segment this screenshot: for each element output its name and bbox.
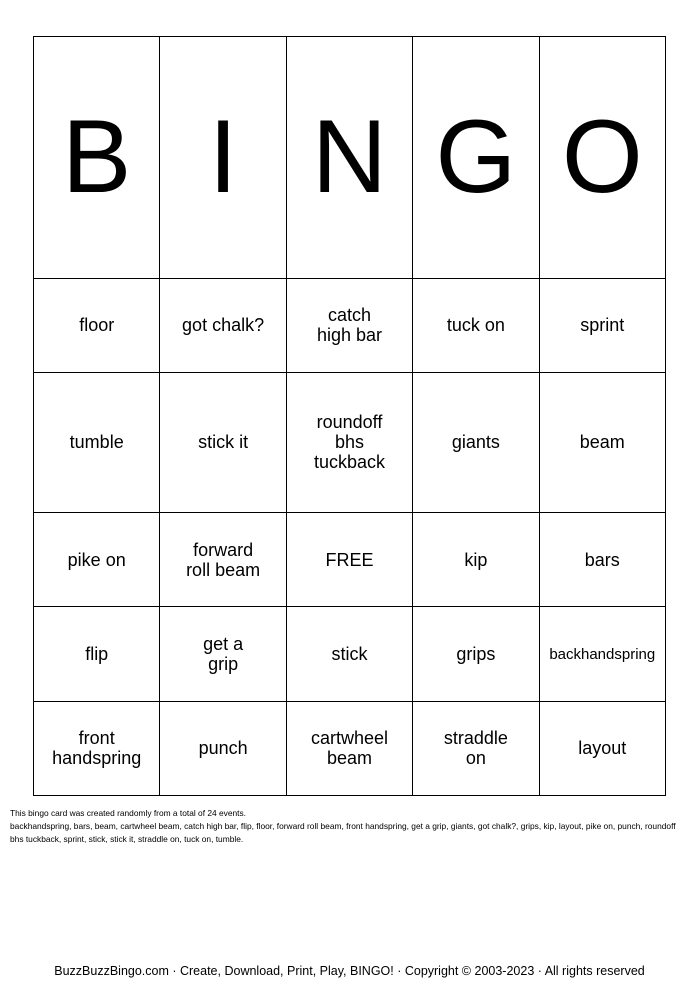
cell-label: catch high bar [316, 305, 382, 346]
bingo-cell [413, 278, 539, 372]
cell-label: got chalk? [182, 315, 265, 336]
cell-label: tumble [69, 432, 124, 453]
bingo-cell [413, 607, 539, 701]
cell-label: front handspring [52, 728, 142, 769]
bingo-cell [160, 607, 286, 701]
bingo-row-3 [34, 513, 666, 607]
bingo-cell [413, 701, 539, 795]
cell-label: beam [579, 432, 625, 453]
bingo-cell [34, 372, 160, 512]
bingo-cell [413, 513, 539, 607]
bingo-cell [34, 278, 160, 372]
cell-label: stick [331, 644, 368, 665]
header-letter-i: I [160, 37, 286, 279]
cell-label: kip [464, 549, 488, 570]
page-footer: BuzzBuzzBingo.com · Create, Download, Print, Play, BINGO! · Copyright © 2003-2023 · All rights reserved [54, 964, 645, 978]
bingo-cell [539, 372, 665, 512]
bingo-cell [34, 513, 160, 607]
bingo-cell [286, 278, 412, 372]
header-letter-n: N [286, 37, 412, 279]
bingo-cell [539, 278, 665, 372]
bingo-card [33, 36, 666, 796]
cell-label: bars [584, 549, 620, 570]
cell-label: stick it [198, 432, 249, 453]
bingo-cell [160, 372, 286, 512]
bingo-cell [286, 372, 412, 512]
bingo-cell [286, 607, 412, 701]
bingo-cell [539, 607, 665, 701]
bingo-row-5 [34, 701, 666, 795]
cell-label: layout [578, 738, 627, 759]
bingo-row-4 [34, 607, 666, 701]
cell-label: flip [85, 644, 109, 665]
card-summary: This bingo card was created randomly from a total of 24 events. [10, 808, 247, 818]
cell-label: giants [451, 432, 500, 453]
cell-label: backhandspring [549, 646, 656, 664]
cell-label: get a grip [203, 634, 244, 675]
event-list: backhandspring, bars, beam, cartwheel beam, catch high bar, flip, floor, forward roll beam, front handspring, get a grip, giants, got chalk?, grips, kip, layout, pike on, punch, roundoff bhs tuckback, sprint, stick, stick it, straddle on, tuck on, tumble. [10, 821, 676, 844]
free-space-label: FREE [325, 549, 374, 570]
cell-label: grips [456, 644, 496, 665]
card-info [10, 807, 688, 846]
bingo-row-1 [34, 278, 666, 372]
bingo-cell [160, 701, 286, 795]
cell-label: forward roll beam [186, 539, 261, 580]
free-space-cell [286, 513, 412, 607]
bingo-cell [539, 701, 665, 795]
bingo-cell [286, 701, 412, 795]
header-letter-b: B [34, 37, 160, 279]
bingo-row-2 [34, 372, 666, 512]
cell-label: pike on [67, 549, 126, 570]
bingo-cell [539, 513, 665, 607]
bingo-cell [160, 278, 286, 372]
cell-label: tuck on [446, 315, 505, 336]
cell-label: roundoff bhs tuckback [313, 412, 385, 473]
bingo-cell [34, 701, 160, 795]
cell-label: punch [198, 738, 248, 759]
cell-label: sprint [580, 315, 625, 336]
bingo-cell [34, 607, 160, 701]
header-letter-o: O [539, 37, 665, 279]
cell-label: floor [79, 315, 115, 336]
cell-label: cartwheel beam [310, 728, 388, 769]
bingo-cell [413, 372, 539, 512]
header-letter-g: G [413, 37, 539, 279]
bingo-cell [160, 513, 286, 607]
cell-label: straddle on [443, 728, 508, 769]
bingo-header-row [34, 37, 666, 279]
